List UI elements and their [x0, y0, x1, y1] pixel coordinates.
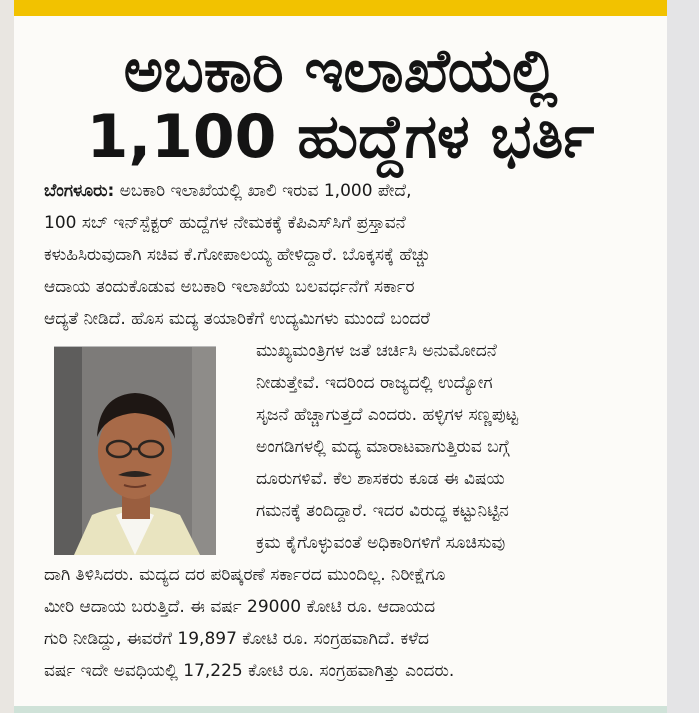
- background-right-edge: [667, 0, 699, 713]
- top-color-bar: [14, 0, 667, 16]
- body-line: ಮೀರಿ ಆದಾಯ ಬರುತ್ತಿದೆ. ಈ ವರ್ಷ 29000 ಕೋಟಿ ರೂ. ಆದಾಯದ: [44, 597, 436, 617]
- body-line: ಮುಖ್ಯಮಂತ್ರಿಗಳ ಜತೆ ಚರ್ಚಿಸಿ ಅನುಮೋದನೆ: [256, 341, 497, 361]
- portrait-illustration: [54, 347, 216, 555]
- minister-portrait-photo: [54, 346, 216, 555]
- body-line: ವರ್ಷ ಇದೇ ಅವಧಿಯಲ್ಲಿ 17,225 ಕೋಟಿ ರೂ. ಸಂಗ್ರಹವಾಗಿತ್ತು ಎಂದರು.: [44, 661, 455, 681]
- body-line: ಆದ್ಯತೆ ನೀಡಿದೆ. ಹೊಸ ಮದ್ಯ ತಯಾರಿಕೆಗೆ ಉದ್ಯಮಿಗಳು ಮುಂದೆ ಬಂದರೆ: [44, 309, 431, 329]
- body-line: ಸೃಜನೆ ಹೆಚ್ಚಾಗುತ್ತದೆ ಎಂದರು. ಹಳ್ಳಿಗಳ ಸಣ್ಣಪುಟ್ಟ: [256, 405, 519, 425]
- headline-line-2: 1,100 ಹುದ್ದೆಗಳ ಭರ್ತಿ: [86, 102, 595, 172]
- background-left-edge: [0, 0, 14, 713]
- body-line: ದೂರುಗಳಿವೆ. ಕೆಲ ಶಾಸಕರು ಕೂಡ ಈ ವಿಷಯ: [256, 469, 505, 489]
- headline-line-1: ಅಬಕಾರಿ ಇಲಾಖೆಯಲ್ಲಿ: [123, 36, 558, 106]
- dateline: ಬೆಂಗಳೂರು:: [44, 181, 115, 201]
- body-line: ಆದಾಯ ತಂದುಕೊಡುವ ಅಬಕಾರಿ ಇಲಾಖೆಯ ಬಲವರ್ಧನೆಗೆ ಸರ್ಕಾರ: [44, 277, 415, 297]
- body-line: ಗಮನಕ್ಕೆ ತಂದಿದ್ದಾರೆ. ಇದರ ವಿರುದ್ಧ ಕಟ್ಟುನಿಟ್ಟಿನ: [256, 501, 509, 521]
- body-line: [44, 176, 658, 206]
- body-line: ಗುರಿ ನೀಡಿದ್ದು, ಈವರೆಗೆ 19,897 ಕೋಟಿ ರೂ. ಸಂಗ್ರಹವಾಗಿದೆ. ಕಳೆದ: [44, 629, 429, 649]
- body-line: ಕ್ರಮ ಕೈಗೊಳ್ಳುವಂತೆ ಅಧಿಕಾರಿಗಳಿಗೆ ಸೂಚಿಸುವು: [256, 533, 506, 553]
- body-line-text: ಅಬಕಾರಿ ಇಲಾಖೆಯಲ್ಲಿ ಖಾಲಿ ಇರುವ 1,000 ಪೇದೆ,: [119, 181, 412, 201]
- body-line: 100 ಸಬ್ ಇನ್‌ಸ್ಪೆಕ್ಟರ್ ಹುದ್ದೆಗಳ ನೇಮಕಕ್ಕೆ ಕೆಪಿಎಸ್‌ಸಿಗೆ ಪ್ರಸ್ತಾವನೆ: [44, 213, 406, 233]
- body-line: ಕಳುಹಿಸಿರುವುದಾಗಿ ಸಚಿವ ಕೆ.ಗೋಪಾಲಯ್ಯ ಹೇಳಿದ್ದಾರೆ. ಬೊಕ್ಕಸಕ್ಕೆ ಹೆಚ್ಚು: [44, 245, 431, 265]
- bottom-strip: [14, 706, 667, 713]
- newspaper-clipping: [14, 16, 667, 710]
- body-line: ಅಂಗಡಿಗಳಲ್ಲಿ ಮದ್ಯ ಮಾರಾಟವಾಗುತ್ತಿರುವ ಬಗ್ಗೆ: [256, 437, 510, 457]
- body-line: ನೀಡುತ್ತೇವೆ. ಇದರಿಂದ ರಾಜ್ಯದಲ್ಲಿ ಉದ್ಯೋಗ: [256, 373, 493, 393]
- body-line: ದಾಗಿ ತಿಳಿಸಿದರು. ಮದ್ಯದ ದರ ಪರಿಷ್ಕರಣೆ ಸರ್ಕಾರದ ಮುಂದಿಲ್ಲ. ನಿರೀಕ್ಷೆಗೂ: [44, 565, 446, 585]
